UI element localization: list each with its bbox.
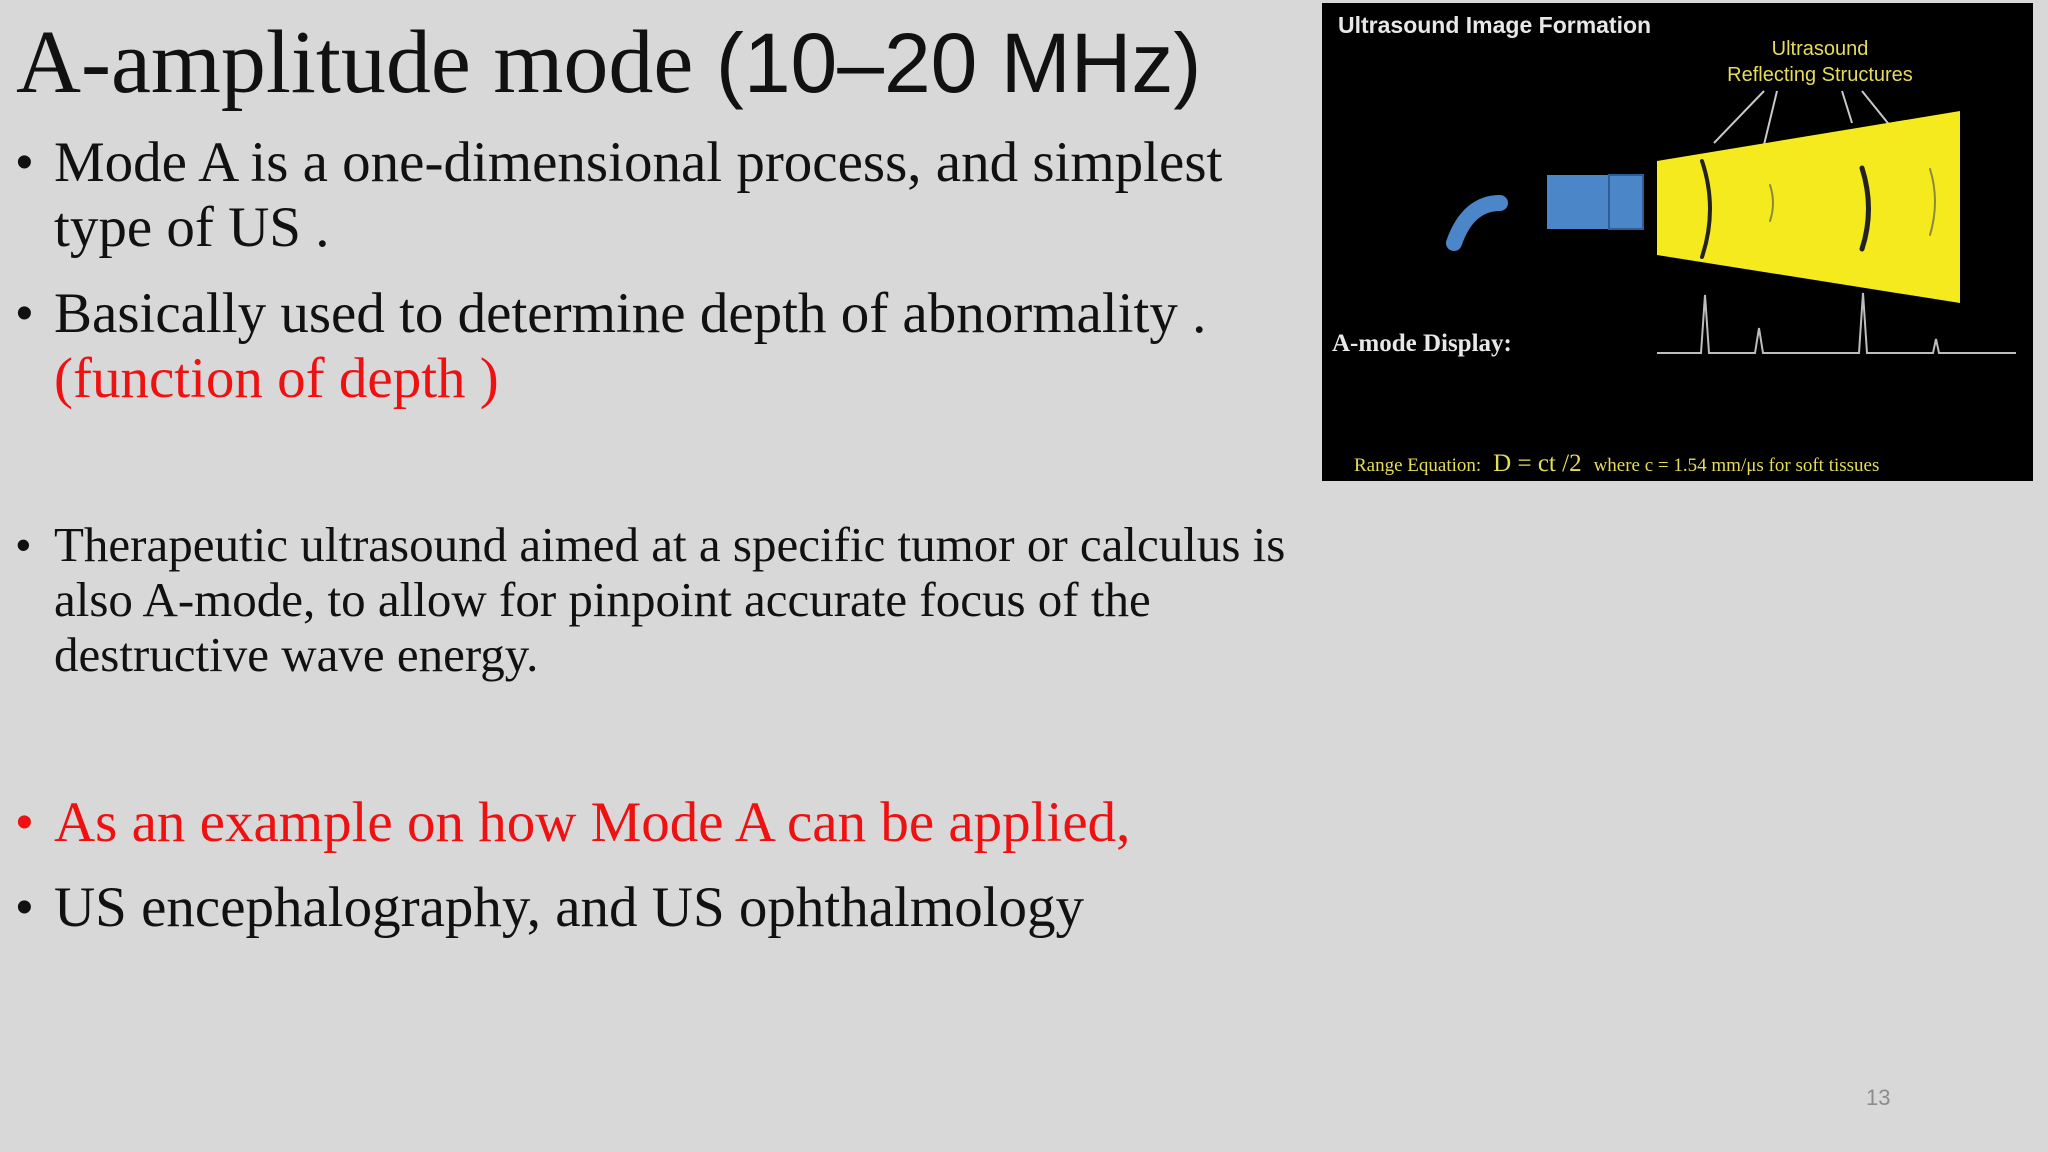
transducer-cable-icon bbox=[1454, 203, 1500, 243]
amode-display-label: A-mode Display: bbox=[1332, 330, 1512, 357]
figure-title: Ultrasound Image Formation bbox=[1338, 12, 1652, 38]
bullet-line: type of US . bbox=[54, 196, 330, 259]
reflecting-label-line1: Ultrasound bbox=[1771, 38, 1869, 60]
bullet-line-highlight: (function of depth ) bbox=[54, 347, 499, 410]
range-equation bbox=[1354, 450, 1879, 477]
bullet-item bbox=[16, 517, 1285, 682]
bullet-symbol: • bbox=[16, 136, 33, 189]
bullet-line: US encephalography, and US ophthalmology bbox=[54, 876, 1085, 939]
equation-prefix: Range Equation: bbox=[1354, 455, 1482, 476]
title-frequency: (10–20 MHz) bbox=[715, 16, 1202, 110]
slide-title bbox=[16, 8, 1201, 118]
ultrasound-diagram bbox=[1322, 3, 2033, 481]
bullet-symbol: • bbox=[16, 287, 33, 340]
amode-trace bbox=[1657, 293, 2016, 353]
bullet-line: As an example on how Mode A can be applied, bbox=[54, 791, 1131, 854]
page-number: 13 bbox=[1866, 1085, 1891, 1110]
equation-formula: D = ct /2 bbox=[1493, 450, 1582, 477]
bullet-item bbox=[16, 281, 1206, 411]
ultrasound-beam bbox=[1657, 111, 1960, 303]
bullet-symbol: • bbox=[16, 521, 31, 568]
bullet-line: Mode A is a one-dimensional process, and simplest bbox=[54, 131, 1223, 194]
transducer-head-icon bbox=[1609, 175, 1643, 229]
bullet-symbol: • bbox=[16, 796, 33, 849]
bullet-item-highlight bbox=[16, 790, 1130, 855]
bullet-line: Therapeutic ultrasound aimed at a specific tumor or calculus is bbox=[54, 517, 1286, 572]
bullet-line: destructive wave energy. bbox=[54, 627, 539, 682]
bullet-item bbox=[16, 875, 1084, 940]
bullet-symbol: • bbox=[16, 881, 33, 934]
transducer-body-icon bbox=[1547, 175, 1609, 229]
equation-suffix: where c = 1.54 mm/μs for soft tissues bbox=[1593, 455, 1880, 476]
ultrasound-figure bbox=[1322, 3, 2033, 481]
bullet-line: also A-mode, to allow for pinpoint accurate focus of the bbox=[54, 572, 1151, 627]
bullet-item bbox=[16, 130, 1222, 260]
reflecting-label-line2: Reflecting Structures bbox=[1727, 64, 1913, 86]
title-main: A-amplitude mode bbox=[16, 13, 716, 112]
bullet-line: Basically used to determine depth of abnormality . bbox=[54, 282, 1207, 345]
